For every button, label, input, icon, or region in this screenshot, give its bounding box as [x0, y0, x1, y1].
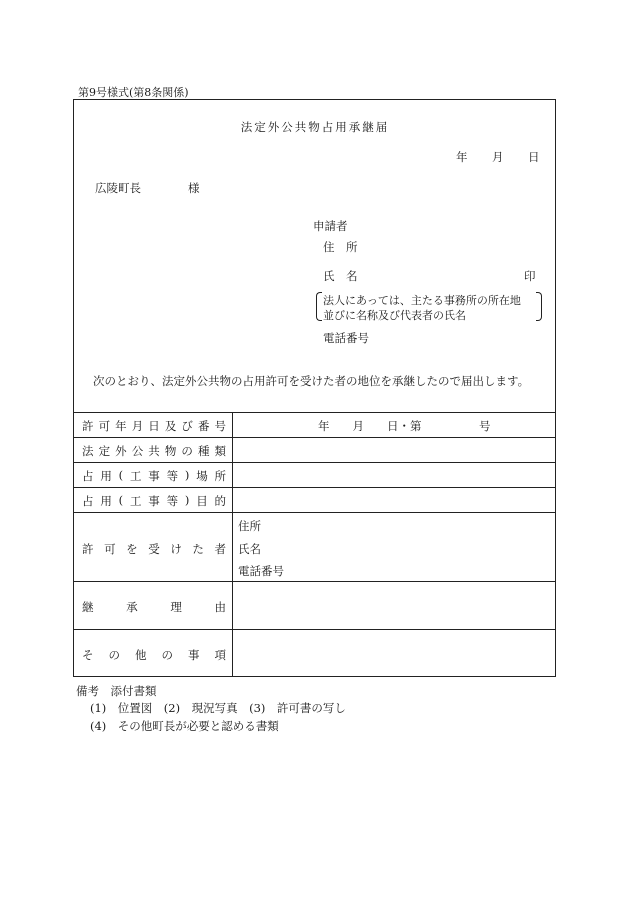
row-permit-date-number-value: 年 月 日・第 号: [318, 419, 491, 433]
form-number-label: 第9号様式(第8条関係): [78, 86, 189, 99]
remarks-heading: 備考 添付書類: [76, 684, 157, 698]
seal-mark: 印: [524, 269, 536, 283]
applicant-address-label: 住 所: [323, 240, 358, 254]
remarks-line-1: (1) 位置図 (2) 現況写真 (3) 許可書の写し: [90, 701, 346, 715]
table-rule: [74, 581, 555, 582]
addressee-honorific: 様: [188, 181, 200, 195]
row-succession-reason-label: 継 承 理 由: [82, 600, 226, 614]
row-permit-date-number-label: 許 可 年 月 日 及 び 番 号: [82, 419, 226, 433]
permit-holder-phone-label: 電話番号: [238, 564, 284, 578]
applicant-name-label: 氏 名: [323, 269, 358, 283]
table-rule: [74, 412, 555, 413]
date-month-label: 月: [492, 150, 504, 164]
document-title: 法定外公共物占用承継届: [240, 120, 390, 134]
row-occupancy-location-label: 占 用 ( 工 事 等 ) 場 所: [82, 468, 226, 483]
note-bracket-right: [536, 292, 542, 321]
addressee-name: 広陵町長: [95, 181, 141, 195]
permit-holder-address-label: 住所: [238, 519, 261, 533]
table-column-divider: [232, 412, 233, 677]
table-rule: [74, 487, 555, 488]
remarks-line-2: (4) その他町長が必要と認める書類: [90, 719, 279, 733]
corporate-note-line2: 並びに名称及び代表者の氏名: [323, 309, 466, 322]
table-rule: [74, 437, 555, 438]
corporate-note-line1: 法人にあっては、主たる事務所の所在地: [323, 294, 521, 307]
row-public-property-type-label: 法 定 外 公 共 物 の 種 類: [82, 444, 226, 458]
applicant-phone-label: 電話番号: [323, 331, 369, 345]
table-rule: [74, 512, 555, 513]
table-rule: [74, 629, 555, 630]
table-rule: [74, 462, 555, 463]
row-permit-holder-label: 許 可 を 受 け た 者: [82, 542, 226, 556]
note-bracket-left: [316, 292, 322, 321]
date-day-label: 日: [528, 150, 540, 164]
applicant-heading: 申請者: [313, 219, 348, 233]
permit-holder-name-label: 氏名: [238, 542, 261, 556]
date-year-label: 年: [456, 150, 468, 164]
statement-text: 次のとおり、法定外公共物の占用許可を受けた者の地位を承継したので届出します。: [93, 374, 530, 388]
row-other-matters-label: そ の 他 の 事 項: [82, 648, 226, 662]
row-occupancy-purpose-label: 占 用 ( 工 事 等 ) 目 的: [82, 493, 226, 508]
